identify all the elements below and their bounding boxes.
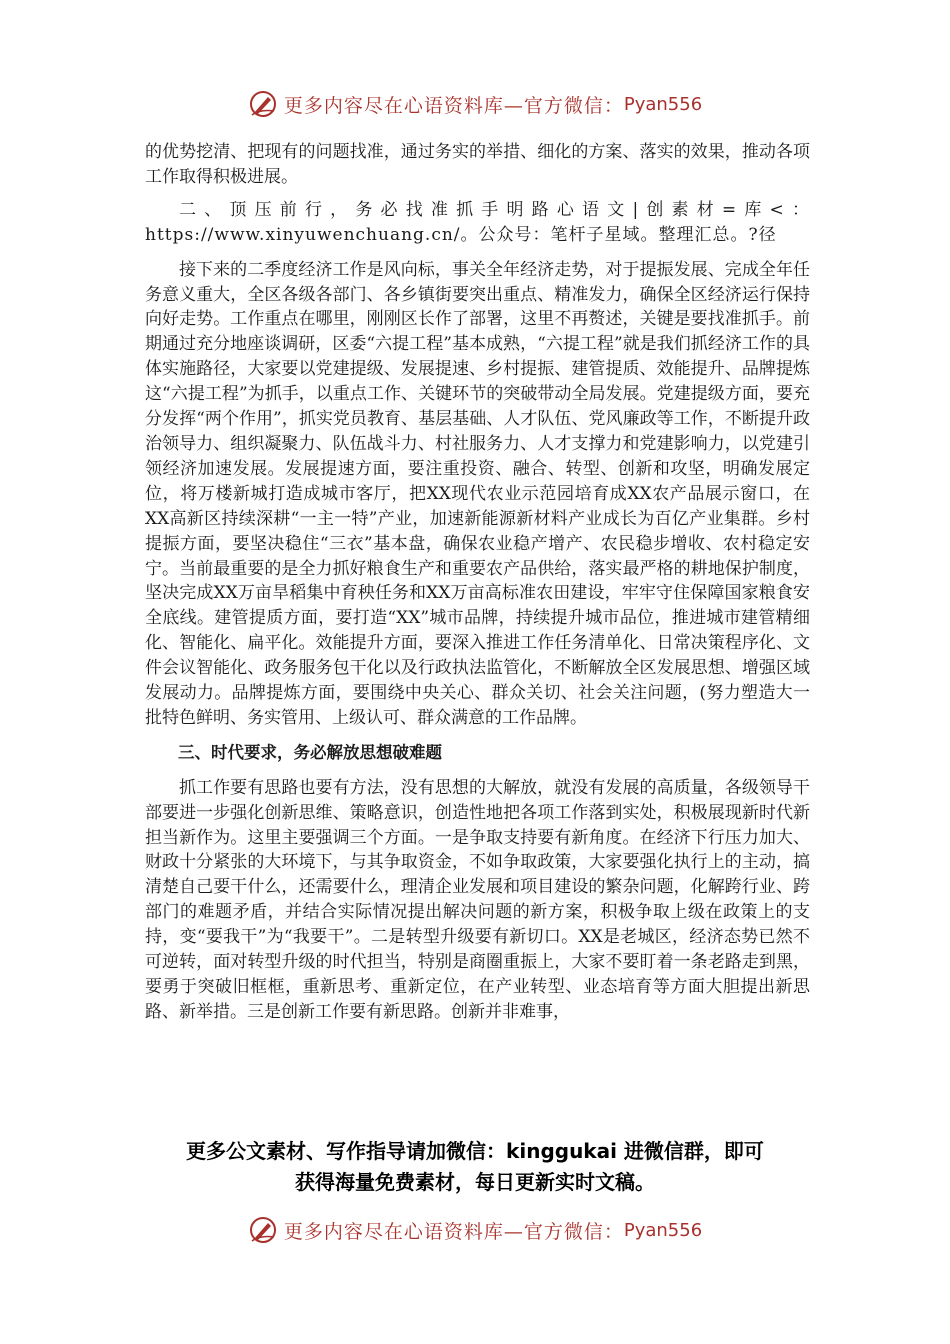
footer-banner <box>0 1210 950 1250</box>
document-body <box>145 140 810 1025</box>
paragraph-1: 的优势挖清、把现有的问题找准，通过务实的举措、细化的方案、落实的效果，推动各项工作取得积极进展。 <box>145 142 810 187</box>
header-banner <box>0 84 950 124</box>
paragraph-3: 抓工作要有思路也要有方法，没有思想的大解放，就没有发展的高质量，各级领导干部要进一步强化创新思维、策略意识，创造性地把各项工作落到实处，积极展现新时代新担当新作为。这里主要强调三个方面。一是争取支持要有新角度。在经济下行压力加大、财政十分紧张的大环境下，与其争取资金，不如争取政策，大家要强化执行上的主动，搞清楚自己要干什么，还需要什么，理清企业发展和项目建设的繁杂问题，化解跨行业、跨部门的难题矛盾，并结合实际情况提出解决问题的新方案，积极争取上级在政策上的支持，变“要我干”为“我要干”。二是转型升级要有新切口。XX是老城区，经济态势已然不可逆转，面对转型升级的时代担当，特别是商圈重振上，大家不要盯着一条老路走到黑，要勇于突破旧框框，重新思考、重新定位，在产业转型、业态培育等方面大胆提出新思路、新举措。三是创新工作要有新思路。创新并非难事， <box>145 777 810 1022</box>
paragraph-2: 接下来的二季度经济工作是风向标，事关全年经济走势，对于提振发展、完成全年任务意义重大，全区各级各部门、各乡镇街要突出重点、精准发力，确保全区经济运行保持向好走势。工作重点在哪里，刚刚区长作了部署，这里不再赘述，关键是要找准抓手。前期通过充分地座谈调研，区委“六提工程”基本成熟，“六提工程”就是我们抓经济工作的具体实施路径，大家要以党建提级、发展提速、乡村提振、建管提质、效能提升、品牌提炼这“六提工程”为抓手，以重点工作、关键环节的突破带动全局发展。党建提级方面，要充分发挥“两个作用”，抓实党员教育、基层基础、人才队伍、党风廉政等工作，不断提升政治领导力、组织凝聚力、队伍战斗力、村社服务力、人才支撑力和党建影响力，以党建引领经济加速发展。发展提速方面，要注重投资、融合、转型、创新和攻坚，明确发展定位，将万楼新城打造成城市客厅，把XX现代农业示范园培育成XX农产品展示窗口，在XX高新区持续深耕“一主一特”产业，加速新能源新材料产业成长为百亿产业集群。乡村提振方面，要坚决稳住“三衣”基本盘，确保农业稳产增产、农民稳步增收、农村稳定安宁。当前最重要的是全力抓好粮食生产和重要农产品供给，落实最严格的耕地保护制度，坚决完成XX万亩旱稻集中育秧任务和XX万亩高标准农田建设，牢牢守住保障国家粮食安全底线。建管提质方面，要打造“XX”城市品牌，持续提升城市品位，推进城市建管精细化、智能化、扁平化。效能提升方面，要深入推进工作任务清单化、日常决策程序化、文件会议智能化、政务服务包干化以及行政执法监管化，不断解放全区发展思想、增强区域发展动力。品牌提炼方面，要围绕中央关心、群众关切、社会关注问题，(努力塑造大一批特色鲜明、务实管用、上级认可、群众满意的工作品牌。 <box>145 259 810 728</box>
pen-logo-icon <box>248 1215 278 1245</box>
pen-logo-icon <box>248 89 278 119</box>
banner-contact: Pyan556 <box>623 93 703 115</box>
section-heading-3: 三、时代要求，务必解放思想破难题 <box>178 742 442 762</box>
banner-text: 更多内容尽在心语资料库—官方微信： <box>283 1220 624 1243</box>
promo-line-2: 获得海量免费素材，每日更新实时文稿。 <box>295 1170 655 1194</box>
section-heading-2: 二、顶压前行，务必找准抓手明路心语文|创素材=库<：https://www.xinyuwenchuang.cn/。公众号：笔杆子星域。整理汇总。?径 <box>145 199 810 245</box>
banner-text: 更多内容尽在心语资料库—官方微信： <box>283 94 624 117</box>
promo-notice <box>100 1136 850 1198</box>
banner-contact: Pyan556 <box>623 1219 703 1241</box>
promo-line-1: 更多公文素材、写作指导请加微信：kinggukai 进微信群，即可 <box>186 1139 764 1163</box>
